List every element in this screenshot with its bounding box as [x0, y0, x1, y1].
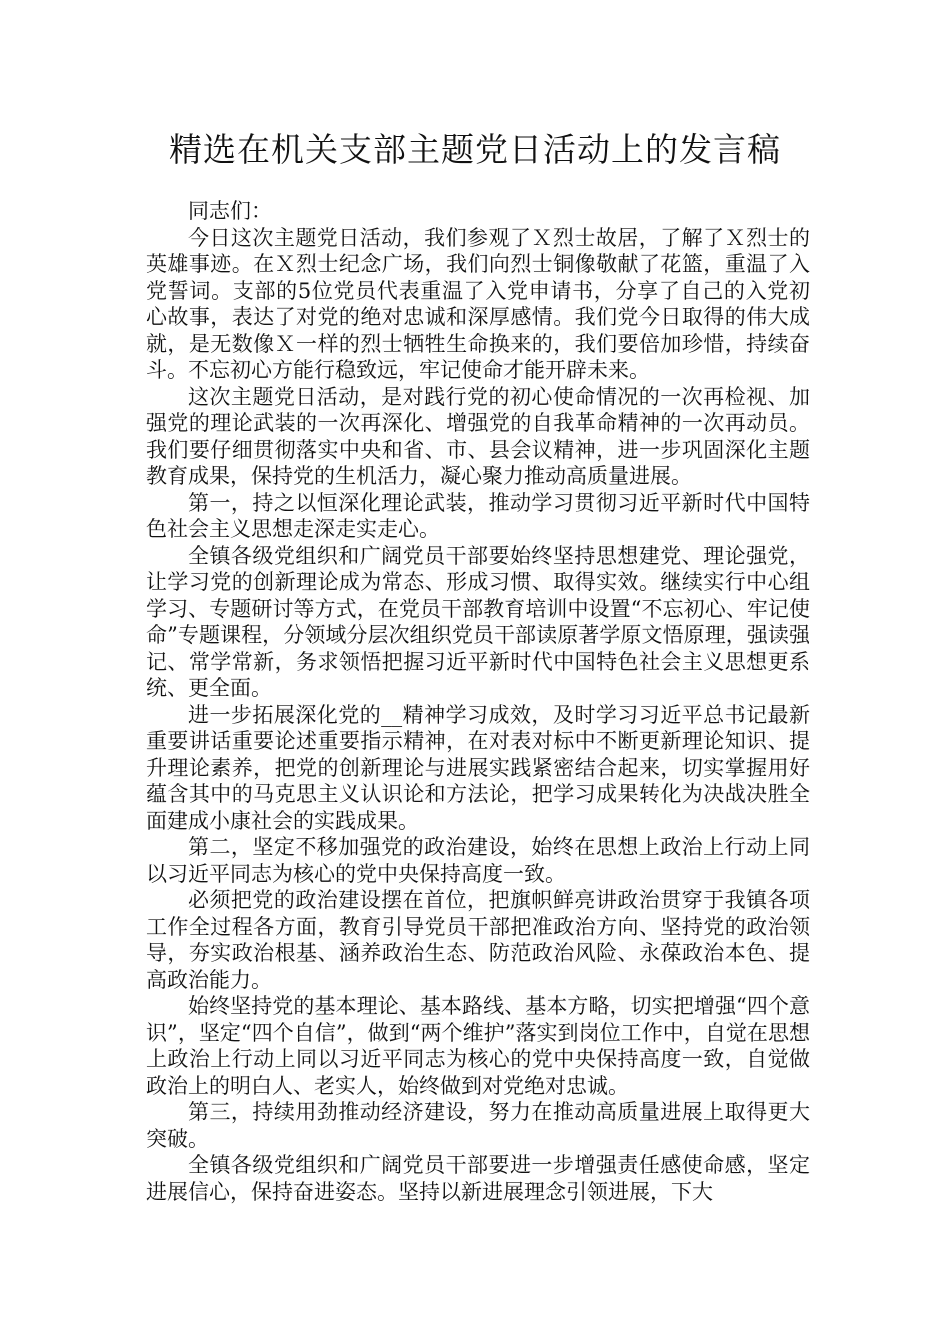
- greeting-paragraph: 同志们：: [188, 199, 272, 223]
- body-paragraph: 这次主题党日活动，是对践行党的初心使命情况的一次再检视、加强党的理论武装的一次再深化、增强党的自我革命精神的一次再动员。我们要仔细贯彻落实中央和省、市、县会议精神，进一步巩固深化主题教育成果，保持党的生机活力，凝心聚力推动高质量进展。: [146, 384, 810, 488]
- document-title: 精选在机关支部主题党日活动上的发言稿: [169, 130, 781, 169]
- document-body: [146, 198, 810, 1205]
- body-paragraph: 全镇各级党组织和广阔党员干部要进一步增强责任感使命感，坚定进展信心，保持奋进姿态。坚持以新进展理念引领进展，下大: [146, 1153, 810, 1204]
- section-heading-paragraph: 第一，持之以恒深化理论武装，推动学习贯彻习近平新时代中国特色社会主义思想走深走实走心。: [146, 490, 810, 541]
- body-paragraph: 必须把党的政治建设摆在首位，把旗帜鲜亮讲政治贯穿于我镇各项工作全过程各方面，教育引导党员干部把准政治方向、坚持党的政治领导，夯实政治根基、涵养政治生态、防范政治风险、永葆政治本色、提高政治能力。: [146, 888, 810, 992]
- body-paragraph: 进一步拓展深化党的__精神学习成效，及时学习习近平总书记最新重要讲话重要论述重要指示精神，在对表对标中不断更新理论知识、提升理论素养，把党的创新理论与进展实践紧密结合起来，切实掌握用好蕴含其中的马克思主义认识论和方法论，把学习成果转化为决战决胜全面建成小康社会的实践成果。: [146, 702, 810, 833]
- body-paragraph: 始终坚持党的基本理论、基本路线、基本方略，切实把增强“四个意识”，坚定“四个自信”，做到“两个维护”落实到岗位工作中，自觉在思想上政治上行动上同以习近平同志为核心的党中央保持高度一致，自觉做政治上的明白人、老实人，始终做到对党绝对忠诚。: [146, 994, 810, 1098]
- section-heading-paragraph: 第二，坚定不移加强党的政治建设，始终在思想上政治上行动上同以习近平同志为核心的党中央保持高度一致。: [146, 835, 810, 886]
- body-paragraph: 今日这次主题党日活动，我们参观了Ｘ烈士故居，了解了Ｘ烈士的英雄事迹。在Ｘ烈士纪念广场，我们向烈士铜像敬献了花篮，重温了入党誓词。支部的5位党员代表重温了入党申请书，分享了自己的入党初心故事，表达了对党的绝对忠诚和深厚感情。我们党今日取得的伟大成就，是无数像Ｘ一样的烈士牺牲生命换来的，我们要倍加珍惜，持续奋斗。不忘初心方能行稳致远，牢记使命才能开辟未来。: [146, 225, 810, 382]
- section-heading-paragraph: 第三，持续用劲推动经济建设，努力在推动高质量进展上取得更大突破。: [146, 1100, 810, 1151]
- body-paragraph: 全镇各级党组织和广阔党员干部要始终坚持思想建党、理论强党，让学习党的创新理论成为常态、形成习惯、取得实效。继续实行中心组学习、专题研讨等方式，在党员干部教育培训中设置“不忘初心、牢记使命”专题课程，分领域分层次组织党员干部读原著学原文悟原理，强读强记、常学常新，务求领悟把握习近平新时代中国特色社会主义思想更系统、更全面。: [146, 543, 810, 700]
